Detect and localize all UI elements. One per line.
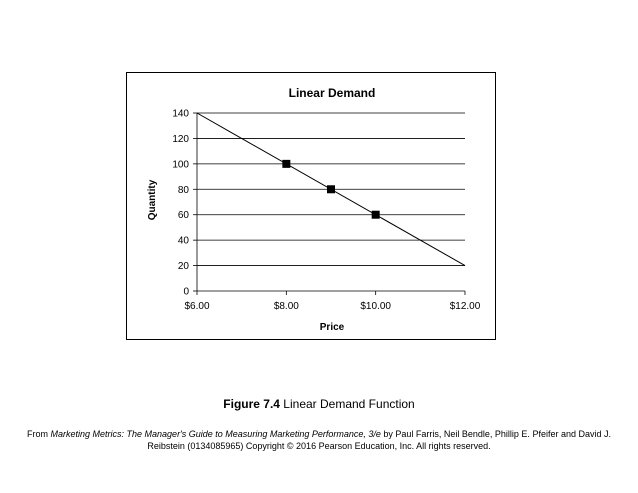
- x-tick-label: $12.00: [449, 301, 481, 312]
- y-axis-label: Quantity: [147, 179, 158, 221]
- x-tick-label: $8.00: [273, 301, 299, 312]
- y-tick-label: 0: [183, 286, 189, 298]
- y-tick-label: 100: [172, 159, 189, 171]
- source-prefix: From: [27, 429, 51, 439]
- source-line-2: Reibstein (0134085965) Copyright © 2016 Pearson Education, Inc. All rights reserved.: [147, 441, 491, 451]
- x-tick-label: $6.00: [184, 301, 210, 312]
- y-tick-label: 80: [177, 184, 189, 196]
- y-tick-label: 60: [177, 210, 189, 222]
- x-tick-label: $10.00: [360, 301, 391, 312]
- figure-title: Linear Demand Function: [279, 397, 415, 411]
- linear-demand-chart: [127, 73, 495, 339]
- data-point-marker: [372, 211, 380, 219]
- chart-frame: [126, 72, 496, 340]
- source-line-1: [0, 428, 638, 440]
- figure-number: Figure 7.4: [223, 397, 280, 411]
- y-tick-label: 120: [172, 133, 189, 145]
- source-note: [0, 428, 638, 452]
- y-tick-label: 20: [177, 261, 189, 273]
- source-authors: by Paul Farris, Neil Bendle, Phillip E. Pfeifer and David J.: [380, 429, 611, 439]
- x-axis-label: Price: [319, 322, 345, 333]
- y-tick-label: 40: [177, 235, 189, 247]
- figure-caption: [0, 397, 638, 411]
- book-title: Marketing Metrics: The Manager's Guide to Measuring Marketing Performance, 3/e: [50, 429, 381, 439]
- y-tick-label: 140: [172, 108, 189, 120]
- data-point-marker: [327, 185, 335, 193]
- data-point-marker: [282, 160, 290, 168]
- chart-title: Linear Demand: [288, 86, 376, 100]
